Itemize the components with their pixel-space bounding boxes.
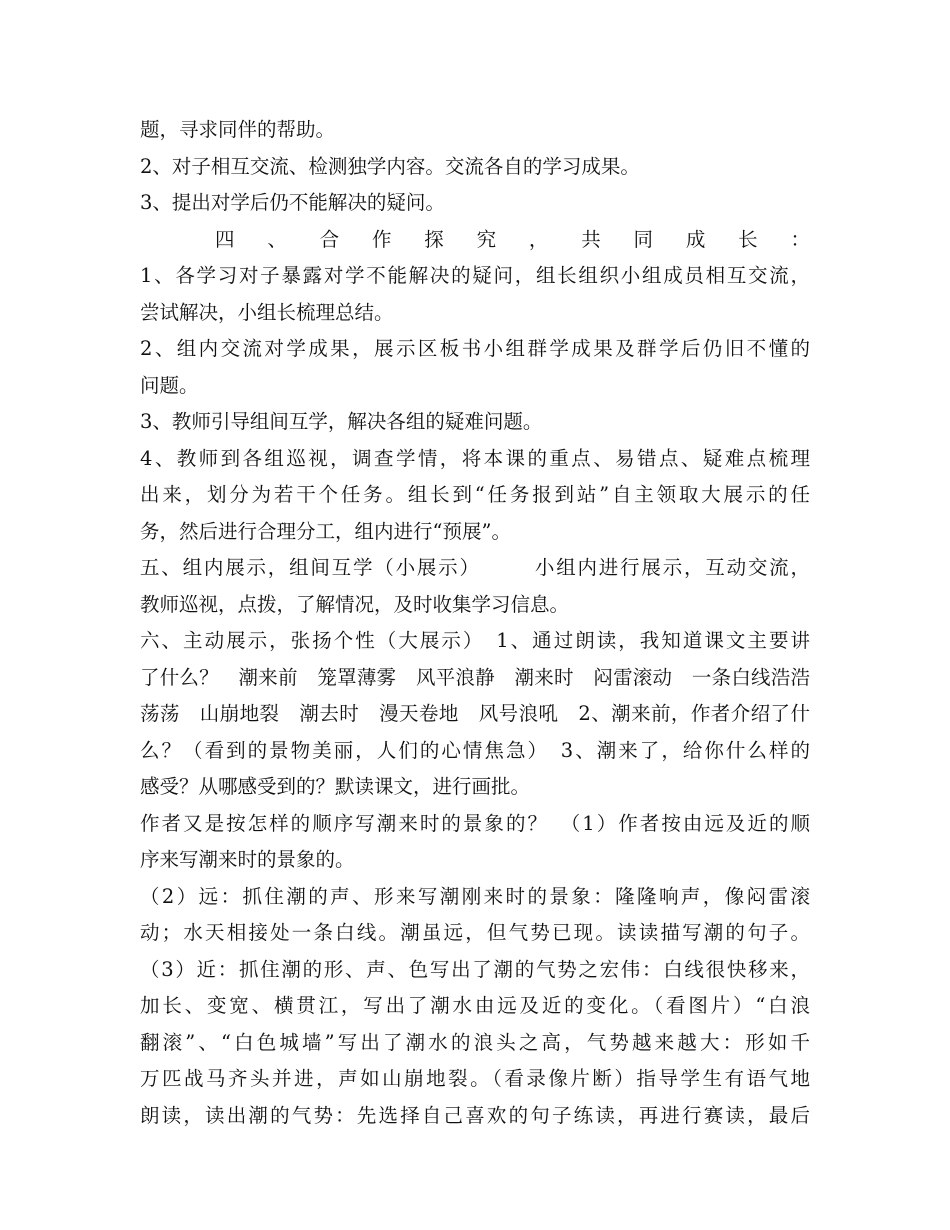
text-line: 尝试解决，小组长梳理总结。 <box>140 300 394 324</box>
text-line: （2）远：抓住潮的声、形来写潮刚来时的景象：隆隆响声，像闷雷滚 <box>140 884 810 908</box>
text-line: 2、对子相互交流、检测独学内容。交流各自的学习成果。 <box>140 154 640 178</box>
text-line: 2、组内交流对学成果，展示区板书小组群学成果及群学后仍旧不懂的 <box>140 337 810 360</box>
text-line: 4、教师到各组巡视，调查学情，将本课的重点、易错点、疑难点梳理 <box>140 446 810 470</box>
text-line: 出来，划分为若干个任务。组长到“任务报到站”自主领取大展示的任 <box>140 483 810 506</box>
text-line: 3、教师引导组间互学，解决各组的疑难问题。 <box>140 410 543 433</box>
text-line: 万匹战马齐头并进，声如山崩地裂。（看录像片断）指导学生有语气地 <box>140 1067 810 1090</box>
text-line: 五、组内展示，组间互学（小展示） 小组内进行展示，互动交流， <box>140 556 810 579</box>
text-line: 朗读，读出潮的气势：先选择自己喜欢的句子练读，再进行赛读，最后 <box>140 1103 810 1127</box>
text-line: 翻滚”、“白色城墙”写出了潮水的浪头之高，气势越来越大：形如千 <box>140 1030 810 1054</box>
text-line: 加长、变宽、横贯江，写出了潮水由远及近的变化。（看图片）“白浪 <box>140 994 810 1017</box>
text-line: 动；水天相接处一条白线。潮虽远，但气势已现。读读描写潮的句子。 <box>140 921 810 944</box>
section-heading: 四 、 合 作 探 究 ， 共 同 成 长 ： <box>215 227 810 251</box>
text-line: 序来写潮来时的景象的。 <box>140 848 355 871</box>
text-line: 问题。 <box>140 373 199 397</box>
text-line: 务，然后进行合理分工，组内进行“预展”。 <box>140 519 511 543</box>
text-line: 感受？从哪感受到的？默读课文，进行画批。 <box>140 775 531 798</box>
text-line: 3、提出对学后仍不能解决的疑问。 <box>140 191 445 214</box>
text-line: 六、主动展示，张扬个性（大展示） 1、通过朗读，我知道课文主要讲 <box>140 629 810 652</box>
text-line: 荡荡 山崩地裂 潮去时 漫天卷地 风号浪吼 2、潮来前，作者介绍了什 <box>140 702 810 725</box>
text-line: 作者又是按怎样的顺序写潮来时的景象的？ （1）作者按由远及近的顺 <box>140 811 810 835</box>
text-line: 题，寻求同伴的帮助。 <box>140 118 336 141</box>
text-line: 1、各学习对子暴露对学不能解决的疑问，组长组织小组成员相互交流， <box>140 264 810 287</box>
text-line: 教师巡视，点拨，了解情况，及时收集学习信息。 <box>140 592 570 616</box>
text-line: 了什么？ 潮来前 笼罩薄雾 风平浪静 潮来时 闷雷滚动 一条白线浩浩 <box>140 665 810 689</box>
text-line: 么？（看到的景物美丽，人们的心情焦急） 3、潮来了，给你什么样的 <box>140 738 810 762</box>
text-line: （3）近：抓住潮的形、声、色写出了潮的气势之宏伟：白线很快移来， <box>140 957 810 981</box>
document-body <box>140 112 810 1134</box>
